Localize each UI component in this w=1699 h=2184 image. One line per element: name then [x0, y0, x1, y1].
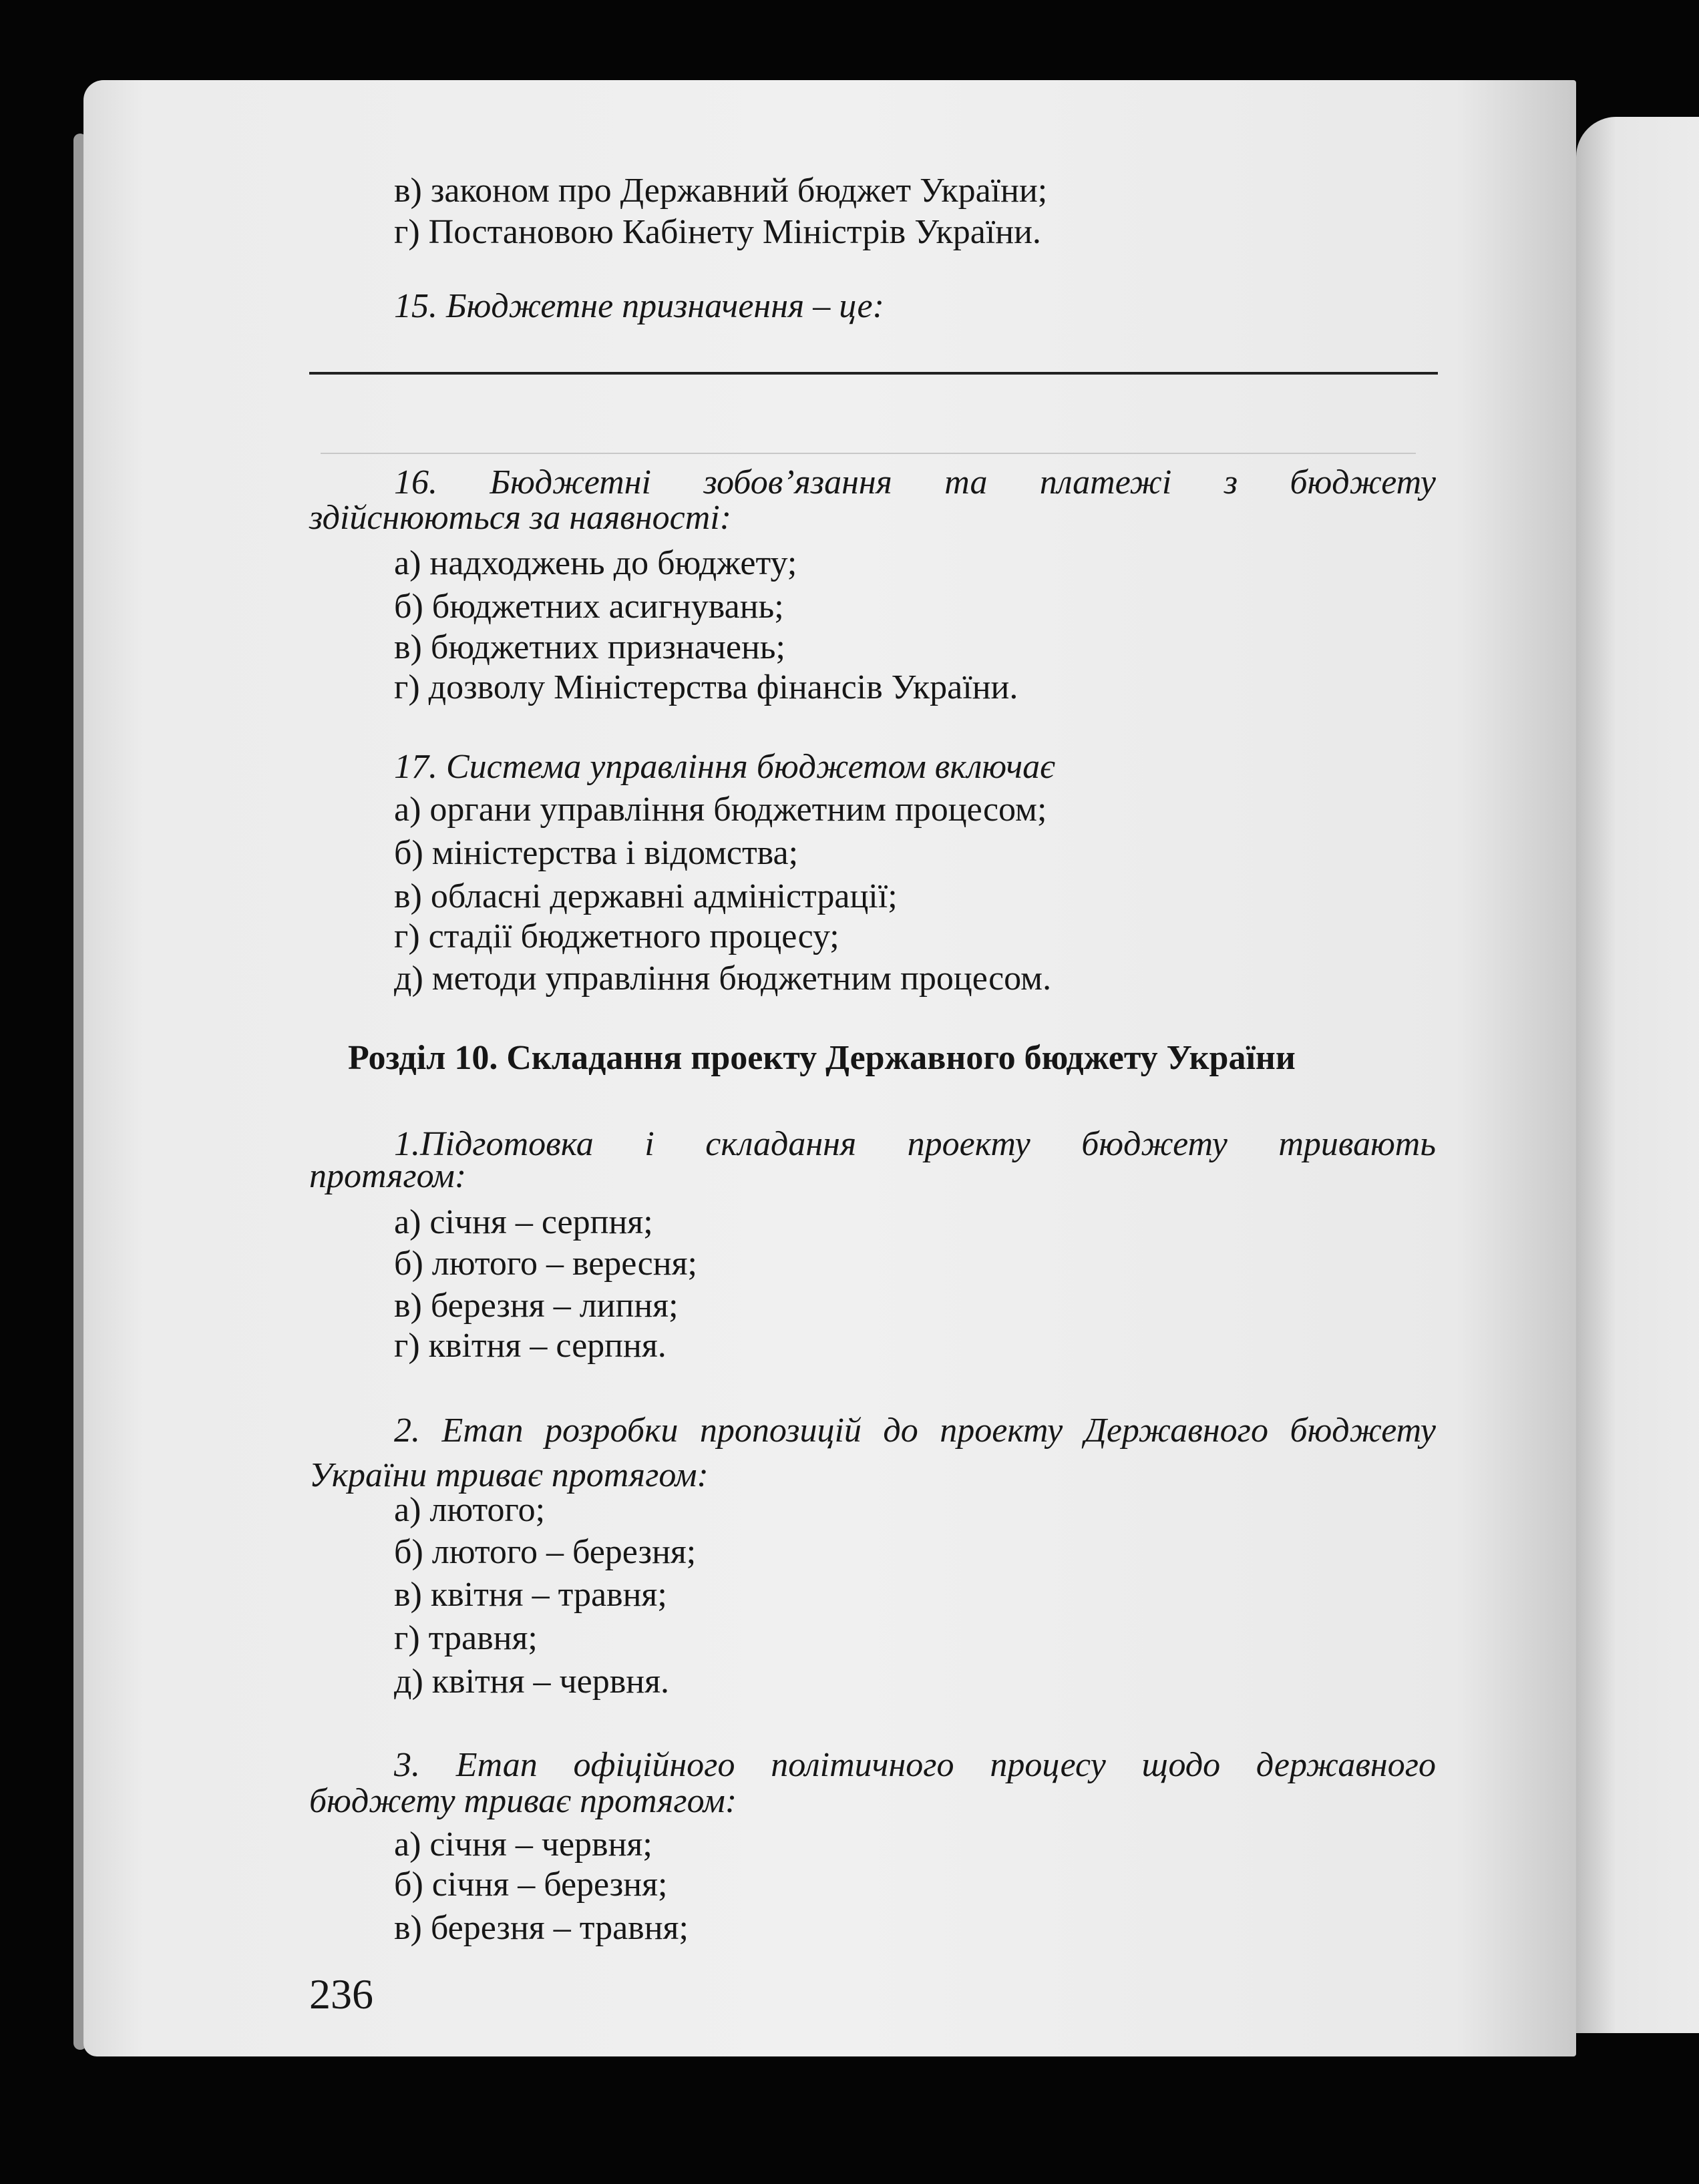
question-16: 16. Бюджетні зобов’язання та платежі з бюджету [394, 463, 1436, 501]
answer-option: г) дозволу Міністерства фінансів України. [394, 668, 1018, 706]
section-question-3: 3. Етап офіційного політичного процесу щодо державного [394, 1746, 1436, 1784]
answer-option: г) Постановою Кабінету Міністрів України. [394, 213, 1041, 251]
answer-option: б) міністерства і відомства; [394, 834, 799, 872]
answer-option: а) лютого; [394, 1491, 546, 1529]
answer-option: г) стадії бюджетного процесу; [394, 917, 839, 955]
answer-option: б) лютого – вересня; [394, 1245, 697, 1283]
answer-option: а) січня – серпня; [394, 1203, 653, 1241]
section-heading: Розділ 10. Складання проекту Державного бюджету України [348, 1039, 1296, 1077]
section-question-2: 2. Етап розробки пропозицій до проекту Державного бюджету [394, 1411, 1436, 1450]
section-question-1: 1.Підготовка і складання проекту бюджету тривають [394, 1125, 1436, 1163]
answer-option: б) лютого – березня; [394, 1533, 697, 1571]
answer-option: б) січня – березня; [394, 1866, 668, 1904]
question-15: 15. Бюджетне призначення – це: [394, 287, 884, 325]
answer-option: в) березня – липня; [394, 1287, 679, 1325]
question-17: 17. Система управління бюджетом включає [394, 748, 1055, 786]
answer-option: д) квітня – червня. [394, 1663, 670, 1701]
question-16-cont: здійснюються за наявності: [309, 499, 732, 537]
page-number: 236 [309, 1970, 373, 2018]
faint-line [321, 453, 1416, 454]
answer-option: д) методи управління бюджетним процесом. [394, 959, 1052, 998]
book-page-right [1576, 117, 1699, 2033]
answer-option: а) надходжень до бюджету; [394, 544, 797, 582]
answer-option: б) бюджетних асигнувань; [394, 588, 784, 626]
answer-option: а) органи управління бюджетним процесом; [394, 791, 1047, 829]
answer-option: в) законом про Державний бюджет України; [394, 172, 1048, 210]
answer-option: в) квітня – травня; [394, 1576, 667, 1614]
answer-option: а) січня – червня; [394, 1825, 652, 1864]
section-question-3-cont: бюджету триває протягом: [309, 1782, 737, 1820]
answer-option: в) обласні державні адміністрації; [394, 877, 898, 915]
section-question-1-cont: протягом: [309, 1157, 467, 1195]
answer-blank-line [309, 372, 1438, 375]
answer-option: в) бюджетних призначень; [394, 628, 785, 666]
answer-option: в) березня – травня; [394, 1909, 689, 1947]
section-question-2-cont: України триває протягом: [309, 1456, 709, 1494]
answer-option: г) травня; [394, 1619, 538, 1657]
answer-option: г) квітня – серпня. [394, 1327, 667, 1365]
